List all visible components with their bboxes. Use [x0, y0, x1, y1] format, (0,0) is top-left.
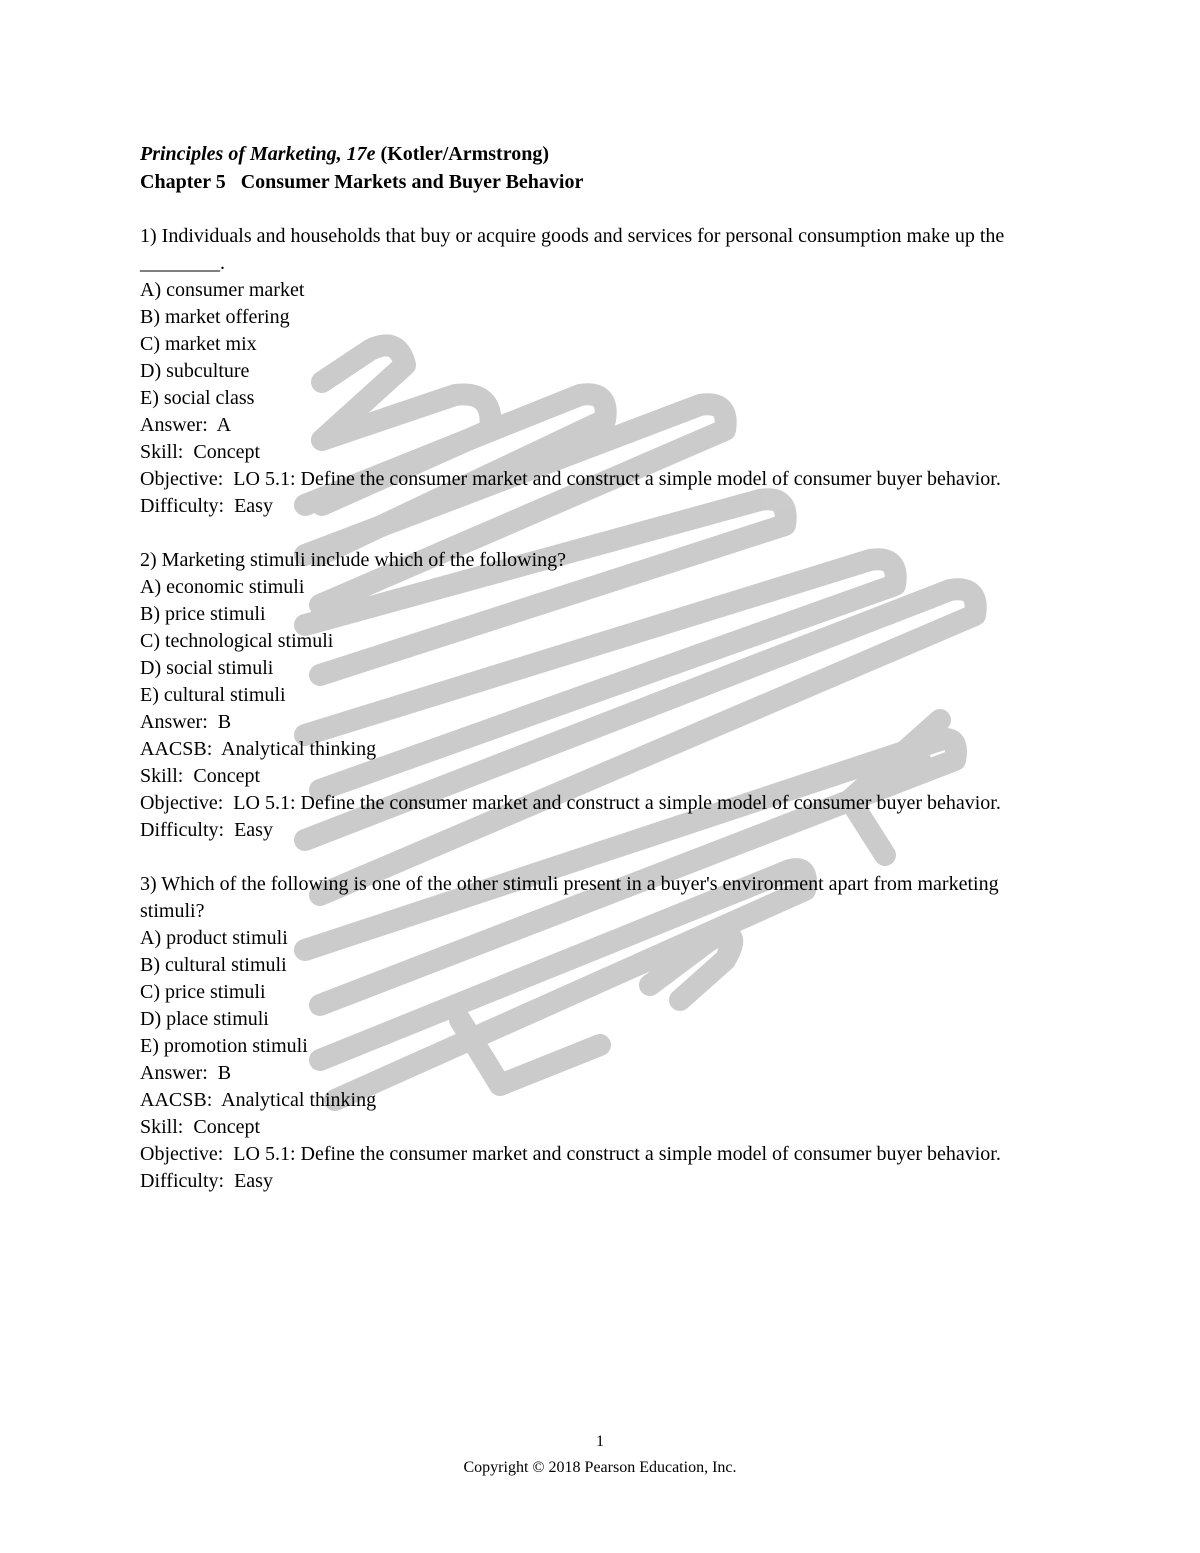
question-block — [140, 871, 1060, 1195]
answer-option: C) technological stimuli — [140, 630, 334, 652]
answer-option: B) cultural stimuli — [140, 954, 287, 976]
question-block — [140, 547, 1060, 844]
skill-label: Skill: Concept — [140, 765, 260, 787]
question-stem: 1) Individuals and households that buy or acquire goods and services for personal consumption make up the ________. — [140, 225, 1010, 274]
answer-option: E) social class — [140, 387, 255, 409]
answer-key: Answer: B — [140, 1062, 232, 1084]
answer-option: B) price stimuli — [140, 603, 266, 625]
chapter-heading: Chapter 5 Consumer Markets and Buyer Behavior — [140, 171, 584, 193]
answer-option: E) promotion stimuli — [140, 1035, 308, 1057]
answer-option: B) market offering — [140, 306, 290, 328]
skill-label: Skill: Concept — [140, 1116, 260, 1138]
answer-key: Answer: B — [140, 711, 232, 733]
book-title: Principles of Marketing, 17e — [140, 143, 376, 165]
document-body — [140, 140, 1060, 1195]
difficulty-label: Difficulty: Easy — [140, 1170, 273, 1192]
objective-label: Objective: LO 5.1: Define the consumer market and construct a simple model of consumer buyer behavior. — [140, 1143, 1001, 1165]
difficulty-label: Difficulty: Easy — [140, 819, 273, 841]
copyright-notice: Copyright © 2018 Pearson Education, Inc. — [463, 1459, 737, 1476]
book-title-line — [140, 140, 1060, 168]
aacsb-label: AACSB: Analytical thinking — [140, 738, 377, 760]
page-number: 1 — [596, 1433, 604, 1450]
skill-label: Skill: Concept — [140, 441, 260, 463]
difficulty-label: Difficulty: Easy — [140, 495, 273, 517]
objective-label: Objective: LO 5.1: Define the consumer market and construct a simple model of consumer buyer behavior. — [140, 792, 1001, 814]
question-stem: 3) Which of the following is one of the other stimuli present in a buyer's environment apart from marketing stimuli? — [140, 873, 1004, 922]
answer-option: A) consumer market — [140, 279, 305, 301]
answer-option: A) economic stimuli — [140, 576, 305, 598]
answer-option: D) place stimuli — [140, 1008, 269, 1030]
answer-option: A) product stimuli — [140, 927, 288, 949]
answer-option: C) market mix — [140, 333, 257, 355]
answer-option: C) price stimuli — [140, 981, 266, 1003]
book-authors: (Kotler/Armstrong) — [375, 143, 550, 165]
aacsb-label: AACSB: Analytical thinking — [140, 1089, 377, 1111]
question-stem: 2) Marketing stimuli include which of the following? — [140, 549, 567, 571]
objective-label: Objective: LO 5.1: Define the consumer market and construct a simple model of consumer buyer behavior. — [140, 468, 1001, 490]
question-block — [140, 223, 1060, 520]
answer-option: D) social stimuli — [140, 657, 274, 679]
answer-option: D) subculture — [140, 360, 250, 382]
answer-key: Answer: A — [140, 414, 232, 436]
answer-option: E) cultural stimuli — [140, 684, 286, 706]
